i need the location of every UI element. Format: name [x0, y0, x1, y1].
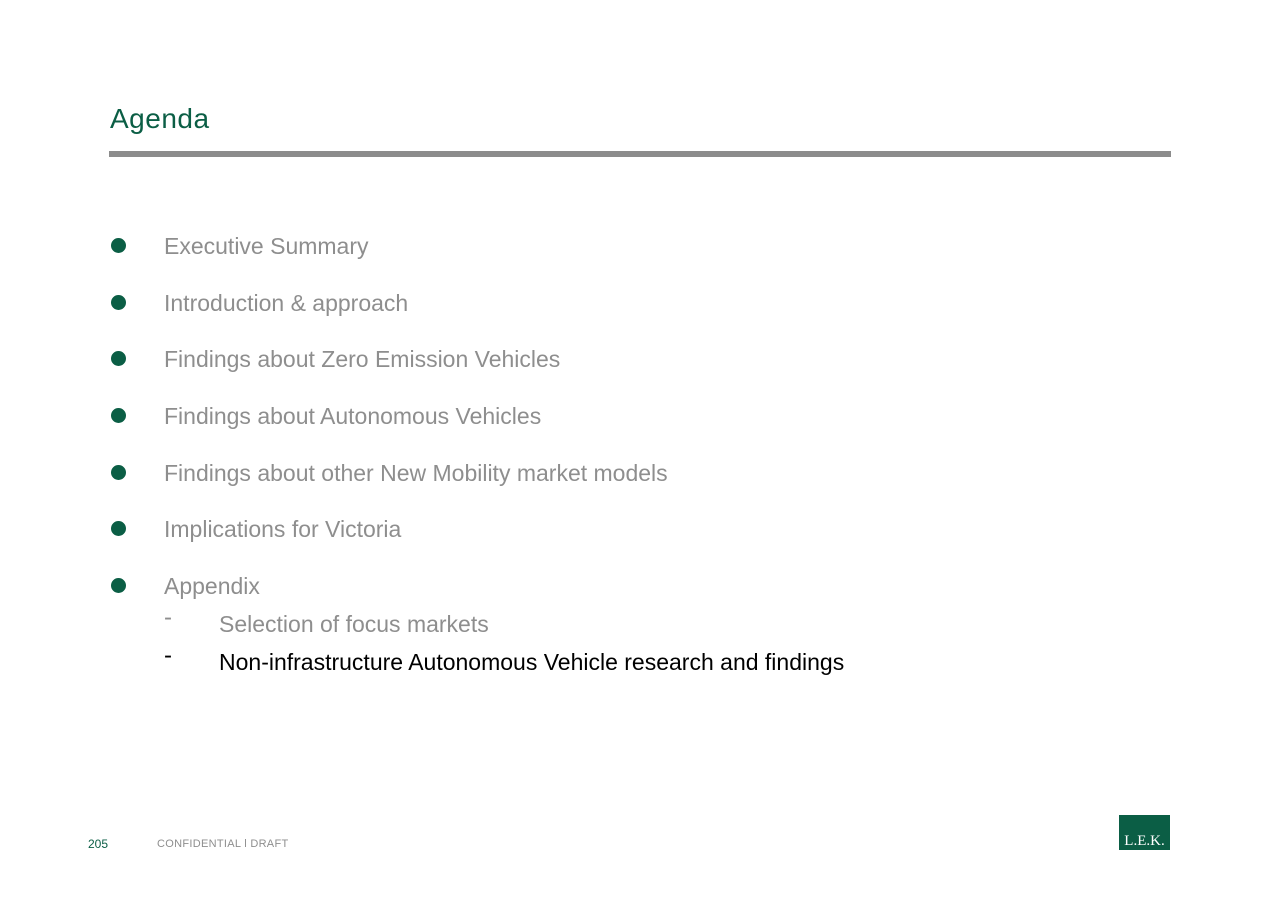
agenda-item-label: Findings about Autonomous Vehicles [164, 403, 542, 429]
bullet-icon [111, 408, 126, 423]
confidentiality-label: CONFIDENTIAL l DRAFT [157, 838, 289, 850]
dash-icon: - [164, 604, 172, 631]
slide-title: Agenda [110, 103, 210, 134]
company-logo: L.E.K. [1119, 815, 1170, 850]
agenda-item-label: Introduction & approach [164, 290, 409, 316]
agenda-item-label: Findings about other New Mobility market models [164, 460, 668, 486]
agenda-subitem-label: Non-infrastructure Autonomous Vehicle research and findings [219, 649, 845, 675]
agenda-item-label: Appendix [164, 573, 260, 599]
bullet-icon [111, 465, 126, 480]
agenda-item-label: Executive Summary [164, 233, 369, 259]
agenda-subitem-label: Selection of focus markets [219, 611, 489, 637]
bullet-icon [111, 351, 126, 366]
agenda-item-label: Findings about Zero Emission Vehicles [164, 346, 561, 372]
dash-icon: - [164, 642, 172, 669]
agenda-item-label: Implications for Victoria [164, 516, 402, 542]
bullet-icon [111, 295, 126, 310]
bullet-icon [111, 238, 126, 253]
bullet-icon [111, 521, 126, 536]
page-number: 205 [88, 837, 109, 851]
bullet-icon [111, 578, 126, 593]
